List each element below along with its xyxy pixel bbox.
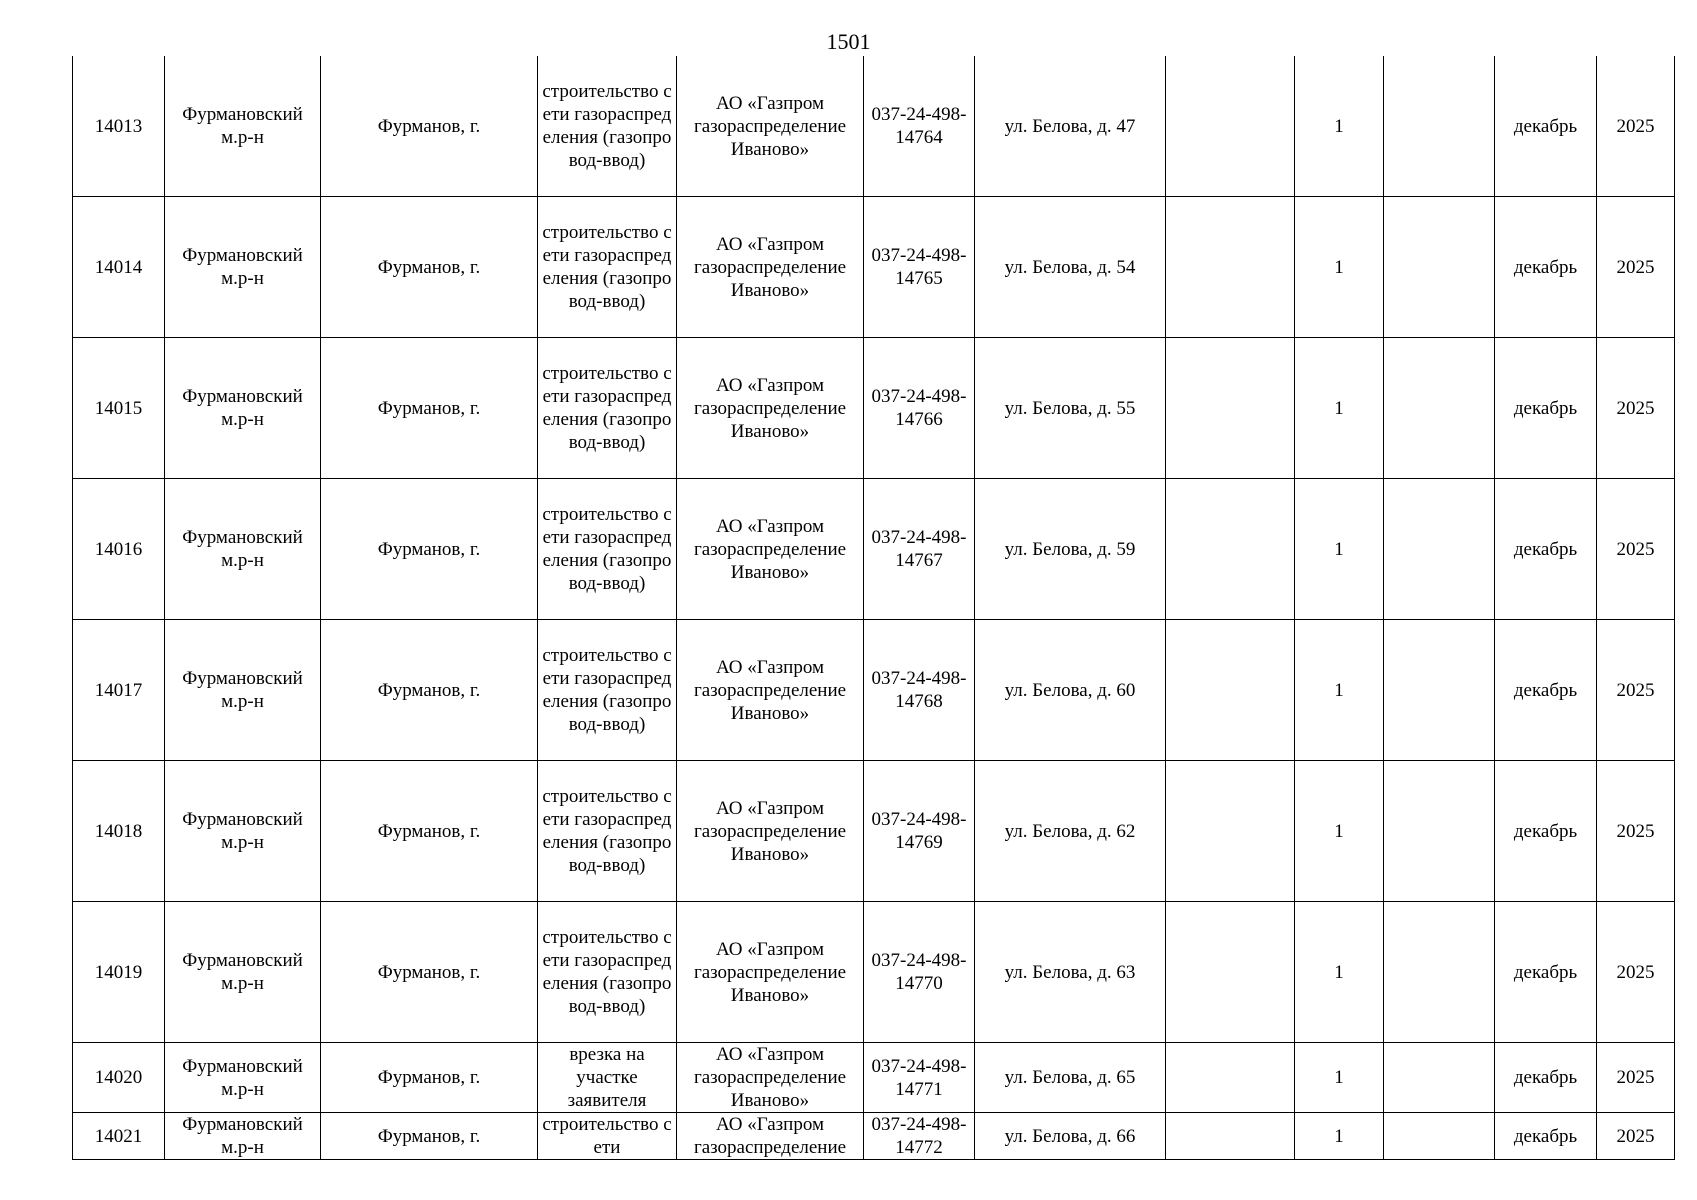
cell-quantity: 1 bbox=[1295, 338, 1384, 479]
cell-year: 2025 bbox=[1597, 479, 1675, 620]
cell-number: 037-24-498-14764 bbox=[864, 56, 975, 197]
cell-year: 2025 bbox=[1597, 338, 1675, 479]
cell-empty-2 bbox=[1384, 902, 1495, 1043]
cell-organization: АО «Газпром газораспределение Иваново» bbox=[677, 620, 864, 761]
cell-quantity: 1 bbox=[1295, 902, 1384, 1043]
cell-quantity: 1 bbox=[1295, 1043, 1384, 1113]
cell-year: 2025 bbox=[1597, 1043, 1675, 1113]
cell-empty-1 bbox=[1166, 620, 1295, 761]
cell-city: Фурманов, г. bbox=[321, 761, 538, 902]
cell-work-type: строительство сети bbox=[538, 1113, 677, 1160]
cell-year: 2025 bbox=[1597, 620, 1675, 761]
cell-district: Фурмановский м.р-н bbox=[165, 761, 321, 902]
cell-id: 14018 bbox=[73, 761, 165, 902]
cell-empty-1 bbox=[1166, 902, 1295, 1043]
cell-number: 037-24-498-14765 bbox=[864, 197, 975, 338]
cell-number: 037-24-498-14768 bbox=[864, 620, 975, 761]
cell-empty-2 bbox=[1384, 197, 1495, 338]
cell-city: Фурманов, г. bbox=[321, 338, 538, 479]
cell-number: 037-24-498-14767 bbox=[864, 479, 975, 620]
cell-id: 14017 bbox=[73, 620, 165, 761]
cell-city: Фурманов, г. bbox=[321, 1113, 538, 1160]
table-row bbox=[73, 197, 1675, 338]
cell-id: 14020 bbox=[73, 1043, 165, 1113]
cell-empty-1 bbox=[1166, 56, 1295, 197]
cell-city: Фурманов, г. bbox=[321, 902, 538, 1043]
cell-city: Фурманов, г. bbox=[321, 56, 538, 197]
cell-year: 2025 bbox=[1597, 1113, 1675, 1160]
cell-city: Фурманов, г. bbox=[321, 1043, 538, 1113]
cell-empty-1 bbox=[1166, 479, 1295, 620]
cell-organization: АО «Газпром газораспределение Иваново» bbox=[677, 56, 864, 197]
cell-number: 037-24-498-14771 bbox=[864, 1043, 975, 1113]
cell-empty-2 bbox=[1384, 338, 1495, 479]
table-body bbox=[73, 56, 1675, 1160]
cell-address: ул. Белова, д. 59 bbox=[975, 479, 1166, 620]
cell-year: 2025 bbox=[1597, 761, 1675, 902]
cell-work-type: врезка на участке заявителя bbox=[538, 1043, 677, 1113]
cell-address: ул. Белова, д. 60 bbox=[975, 620, 1166, 761]
cell-organization: АО «Газпром газораспределение Иваново» bbox=[677, 902, 864, 1043]
cell-organization: АО «Газпром газораспределение Иваново» bbox=[677, 479, 864, 620]
cell-work-type: строительство сети газораспределения (газопровод-ввод) bbox=[538, 197, 677, 338]
cell-work-type: строительство сети газораспределения (газопровод-ввод) bbox=[538, 338, 677, 479]
cell-district: Фурмановский м.р-н bbox=[165, 479, 321, 620]
cell-empty-1 bbox=[1166, 1043, 1295, 1113]
cell-district: Фурмановский м.р-н bbox=[165, 197, 321, 338]
cell-id: 14021 bbox=[73, 1113, 165, 1160]
cell-district: Фурмановский м.р-н bbox=[165, 56, 321, 197]
cell-city: Фурманов, г. bbox=[321, 620, 538, 761]
cell-number: 037-24-498-14770 bbox=[864, 902, 975, 1043]
cell-year: 2025 bbox=[1597, 56, 1675, 197]
cell-number: 037-24-498-14769 bbox=[864, 761, 975, 902]
page-number: 1501 bbox=[826, 29, 871, 54]
cell-empty-2 bbox=[1384, 761, 1495, 902]
cell-work-type: строительство сети газораспределения (газопровод-ввод) bbox=[538, 620, 677, 761]
table-row bbox=[73, 1113, 1675, 1160]
cell-organization: АО «Газпром газораспределение Иваново» bbox=[677, 197, 864, 338]
cell-organization: АО «Газпром газораспределение Иваново» bbox=[677, 761, 864, 902]
table-row bbox=[73, 1043, 1675, 1113]
cell-empty-2 bbox=[1384, 56, 1495, 197]
cell-id: 14015 bbox=[73, 338, 165, 479]
cell-address: ул. Белова, д. 65 bbox=[975, 1043, 1166, 1113]
cell-work-type: строительство сети газораспределения (газопровод-ввод) bbox=[538, 56, 677, 197]
cell-month: декабрь bbox=[1495, 1113, 1597, 1160]
cell-quantity: 1 bbox=[1295, 479, 1384, 620]
cell-month: декабрь bbox=[1495, 197, 1597, 338]
table-row bbox=[73, 761, 1675, 902]
cell-district: Фурмановский м.р-н bbox=[165, 1113, 321, 1160]
cell-address: ул. Белова, д. 47 bbox=[975, 56, 1166, 197]
cell-organization: АО «Газпром газораспределение bbox=[677, 1113, 864, 1160]
cell-id: 14013 bbox=[73, 56, 165, 197]
registry-table bbox=[72, 56, 1675, 1160]
cell-empty-2 bbox=[1384, 479, 1495, 620]
table-row bbox=[73, 620, 1675, 761]
cell-number: 037-24-498-14772 bbox=[864, 1113, 975, 1160]
cell-month: декабрь bbox=[1495, 479, 1597, 620]
cell-address: ул. Белова, д. 55 bbox=[975, 338, 1166, 479]
cell-quantity: 1 bbox=[1295, 1113, 1384, 1160]
cell-year: 2025 bbox=[1597, 197, 1675, 338]
cell-district: Фурмановский м.р-н bbox=[165, 338, 321, 479]
cell-month: декабрь bbox=[1495, 338, 1597, 479]
cell-id: 14014 bbox=[73, 197, 165, 338]
cell-quantity: 1 bbox=[1295, 761, 1384, 902]
cell-empty-2 bbox=[1384, 1113, 1495, 1160]
cell-work-type: строительство сети газораспределения (газопровод-ввод) bbox=[538, 902, 677, 1043]
cell-empty-2 bbox=[1384, 620, 1495, 761]
table-row bbox=[73, 479, 1675, 620]
table-row bbox=[73, 56, 1675, 197]
table-row bbox=[73, 338, 1675, 479]
table-row bbox=[73, 902, 1675, 1043]
cell-district: Фурмановский м.р-н bbox=[165, 1043, 321, 1113]
cell-work-type: строительство сети газораспределения (газопровод-ввод) bbox=[538, 479, 677, 620]
cell-address: ул. Белова, д. 54 bbox=[975, 197, 1166, 338]
cell-month: декабрь bbox=[1495, 56, 1597, 197]
cell-id: 14016 bbox=[73, 479, 165, 620]
cell-id: 14019 bbox=[73, 902, 165, 1043]
cell-quantity: 1 bbox=[1295, 197, 1384, 338]
cell-month: декабрь bbox=[1495, 902, 1597, 1043]
cell-empty-1 bbox=[1166, 338, 1295, 479]
cell-address: ул. Белова, д. 63 bbox=[975, 902, 1166, 1043]
cell-empty-2 bbox=[1384, 1043, 1495, 1113]
cell-month: декабрь bbox=[1495, 1043, 1597, 1113]
cell-city: Фурманов, г. bbox=[321, 197, 538, 338]
cell-organization: АО «Газпром газораспределение Иваново» bbox=[677, 338, 864, 479]
cell-quantity: 1 bbox=[1295, 620, 1384, 761]
cell-address: ул. Белова, д. 62 bbox=[975, 761, 1166, 902]
cell-month: декабрь bbox=[1495, 761, 1597, 902]
cell-year: 2025 bbox=[1597, 902, 1675, 1043]
cell-empty-1 bbox=[1166, 761, 1295, 902]
cell-address: ул. Белова, д. 66 bbox=[975, 1113, 1166, 1160]
cell-quantity: 1 bbox=[1295, 56, 1384, 197]
cell-city: Фурманов, г. bbox=[321, 479, 538, 620]
cell-district: Фурмановский м.р-н bbox=[165, 902, 321, 1043]
cell-empty-1 bbox=[1166, 1113, 1295, 1160]
cell-district: Фурмановский м.р-н bbox=[165, 620, 321, 761]
cell-number: 037-24-498-14766 bbox=[864, 338, 975, 479]
cell-organization: АО «Газпром газораспределение Иваново» bbox=[677, 1043, 864, 1113]
cell-empty-1 bbox=[1166, 197, 1295, 338]
cell-month: декабрь bbox=[1495, 620, 1597, 761]
cell-work-type: строительство сети газораспределения (газопровод-ввод) bbox=[538, 761, 677, 902]
